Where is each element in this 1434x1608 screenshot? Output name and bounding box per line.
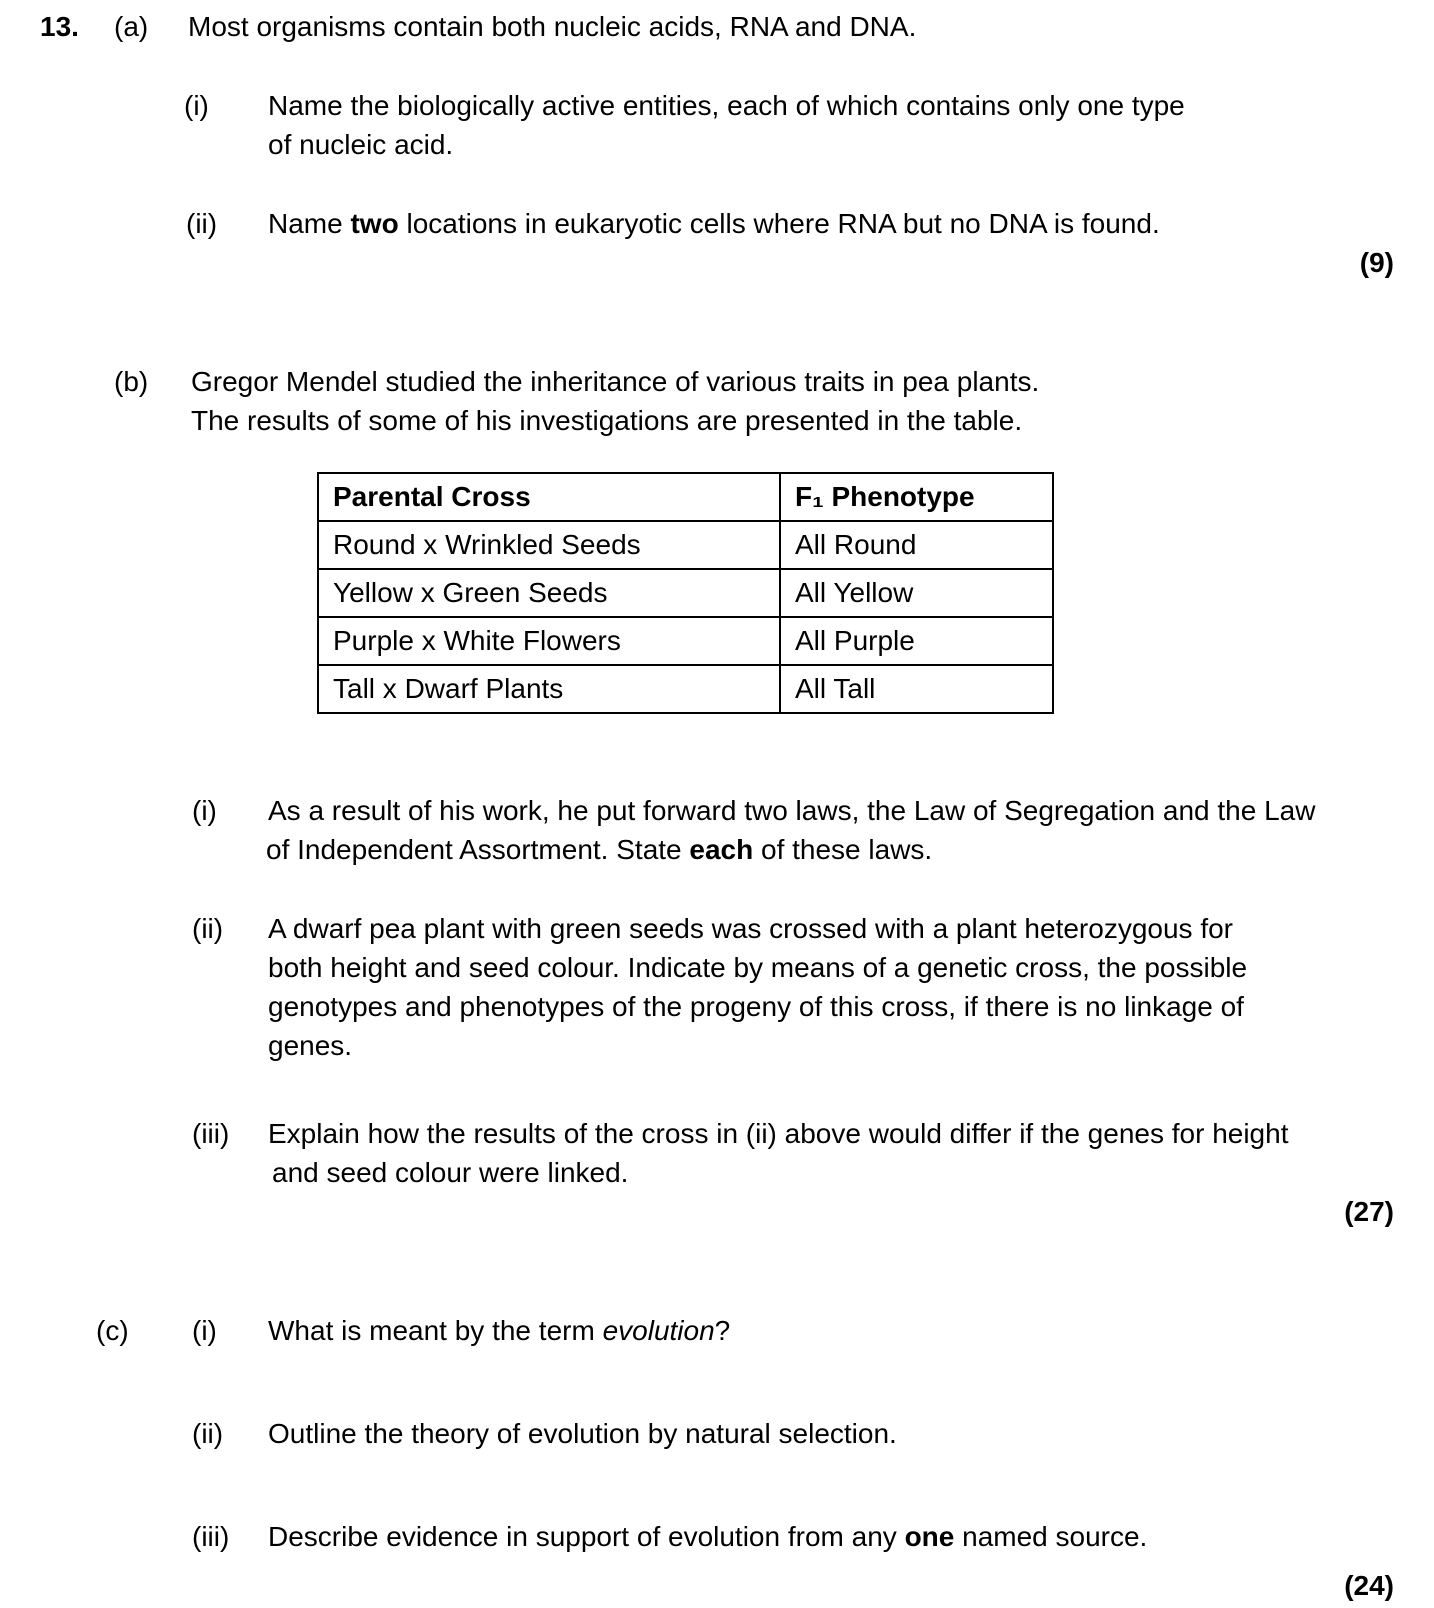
part-b-i-line1: As a result of his work, he put forward two laws, the Law of Segregation and the Law (268, 795, 1316, 826)
part-b-i-line2: of Independent Assortment. State each of these laws. (266, 834, 933, 865)
part-a-label: (a) (114, 11, 149, 42)
table-cell: Round x Wrinkled Seeds (318, 521, 780, 569)
table-row (318, 665, 1053, 713)
table-cell: All Yellow (780, 569, 1053, 617)
table-cell: Purple x White Flowers (318, 617, 780, 665)
table-row (318, 569, 1053, 617)
part-b-ii-label: (ii) (192, 913, 224, 944)
part-b-ii-line4: genes. (268, 1030, 353, 1061)
table-row (318, 617, 1053, 665)
part-b-label: (b) (114, 366, 149, 397)
table-cell: All Tall (780, 665, 1053, 713)
part-b-i-label: (i) (192, 795, 217, 826)
part-a-marks: (9) (1359, 247, 1394, 278)
part-c-label: (c) (96, 1315, 129, 1346)
table-cell: Yellow x Green Seeds (318, 569, 780, 617)
part-b-line1: Gregor Mendel studied the inheritance of various traits in pea plants. (191, 366, 1040, 397)
part-b-ii-line1: A dwarf pea plant with green seeds was crossed with a plant heterozygous for (268, 913, 1233, 944)
part-b-line2: The results of some of his investigations are presented in the table. (191, 405, 1023, 436)
part-c-ii-label: (ii) (192, 1418, 224, 1449)
part-b-iii-label: (iii) (192, 1118, 230, 1149)
part-c-i-label: (i) (192, 1315, 217, 1346)
part-b-ii-line3: genotypes and phenotypes of the progeny of this cross, if there is no linkage of (268, 991, 1244, 1022)
part-a-ii-text: Name two locations in eukaryotic cells where RNA but no DNA is found. (268, 208, 1160, 239)
table-row (318, 521, 1053, 569)
part-b-marks: (27) (1344, 1196, 1394, 1227)
table-cell: Tall x Dwarf Plants (318, 665, 780, 713)
part-a-ii-label: (ii) (186, 208, 218, 239)
header-parental-cross: Parental Cross (318, 473, 780, 521)
part-a-i-label: (i) (184, 90, 209, 121)
part-c-ii-text: Outline the theory of evolution by natural selection. (268, 1418, 897, 1449)
part-b-iii-line2: and seed colour were linked. (272, 1157, 629, 1188)
part-c-i-text: What is meant by the term evolution? (268, 1315, 731, 1346)
part-a-i-line2: of nucleic acid. (268, 129, 454, 160)
part-c-iii-text: Describe evidence in support of evolution from any one named source. (268, 1521, 1148, 1552)
table-header-row (318, 473, 1053, 521)
table-cell: All Round (780, 521, 1053, 569)
part-a-i-line1: Name the biologically active entities, each of which contains only one type (268, 90, 1185, 121)
part-b-iii-line1: Explain how the results of the cross in (ii) above would differ if the genes for height (268, 1118, 1289, 1149)
mendel-results-table (317, 472, 1054, 714)
part-a-stem: Most organisms contain both nucleic acids, RNA and DNA. (188, 11, 917, 42)
part-b-ii-line2: both height and seed colour. Indicate by means of a genetic cross, the possible (268, 952, 1248, 983)
part-c-iii-label: (iii) (192, 1521, 230, 1552)
part-c-marks: (24) (1344, 1570, 1394, 1601)
header-f1-phenotype: F₁ Phenotype (780, 473, 1053, 521)
table-cell: All Purple (780, 617, 1053, 665)
question-number: 13. (40, 11, 79, 42)
